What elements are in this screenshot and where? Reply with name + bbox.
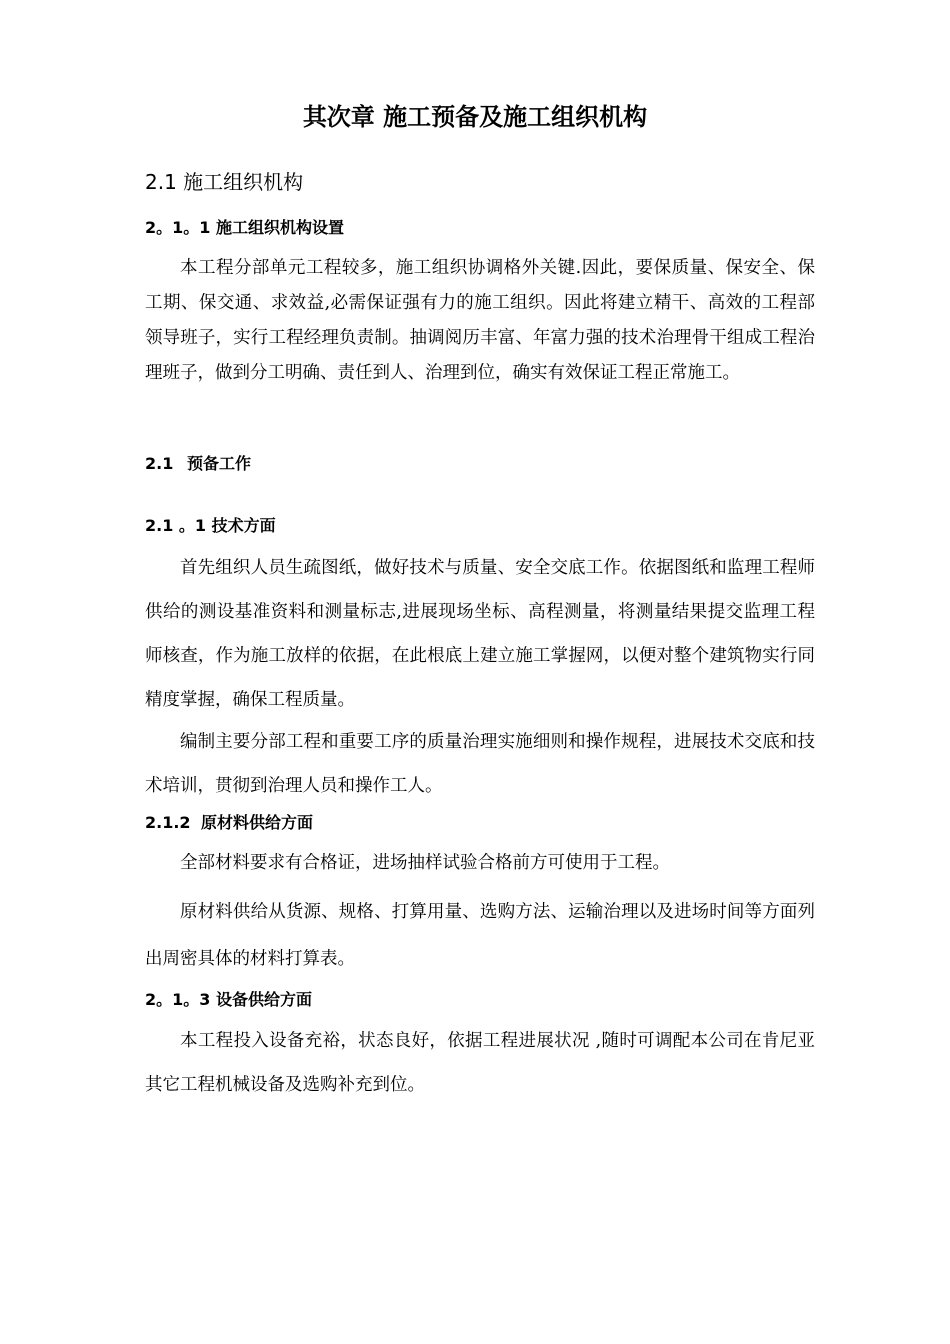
- subsection-number: 2.1.2: [145, 813, 191, 832]
- paragraph-materials-2: 原材料供给从货源、规格、打算用量、选购方法、运输治理以及进场时间等方面列出周密具体的材料打算表。: [145, 902, 815, 969]
- paragraph-materials-1: 全部材料要求有合格证，进场抽样试验合格前方可使用于工程。: [180, 853, 670, 873]
- subsection-title: 原材料供给方面: [201, 813, 314, 832]
- paragraph-technical-2: 编制主要分部工程和重要工序的质量治理实施细则和操作规程，进展技术交底和技术培训，贯彻到治理人员和操作工人。: [145, 732, 815, 796]
- section-title: 预备工作: [187, 454, 252, 473]
- paragraph-organization: 本工程分部单元工程较多，施工组织协调格外关键.因此，要保质量、保安全、保工期、保交通、求效益,必需保证强有力的施工组织。因此将建立精干、高效的工程部领导班子，实行工程经理负责制。抽调阅历丰富、年富力强的技术治理骨干组成工程治理班子，做到分工明确、责任到人、治理到位，确实有效保证工程正常施工。: [145, 258, 815, 383]
- subsection-heading-2-1-1: 2。1。1 施工组织机构设置: [145, 218, 344, 237]
- subsection-heading-2-1-2: [145, 811, 313, 835]
- subsection-heading-technical: 2.1 。1 技术方面: [145, 516, 276, 535]
- section-number: 2.1: [145, 454, 174, 473]
- chapter-title: 其次章 施工预备及施工组织机构: [302, 103, 648, 131]
- section-heading-preparation: [145, 452, 251, 476]
- paragraph-equipment: 本工程投入设备充裕，状态良好，依据工程进展状况 ,随时可调配本公司在肯尼亚其它工程机械设备及选购补充到位。: [145, 1031, 815, 1095]
- subsection-heading-2-1-3: 2。1。3 设备供给方面: [145, 990, 312, 1009]
- section-heading-2-1: 2.1 施工组织机构: [145, 170, 304, 194]
- paragraph-technical-1: 首先组织人员生疏图纸，做好技术与质量、安全交底工作。依据图纸和监理工程师供给的测设基准资料和测量标志,进展现场坐标、高程测量，将测量结果提交监理工程师核查，作为施工放样的依据，在此根底上建立施工掌握网，以便对整个建筑物实行同精度掌握，确保工程质量。: [145, 558, 815, 710]
